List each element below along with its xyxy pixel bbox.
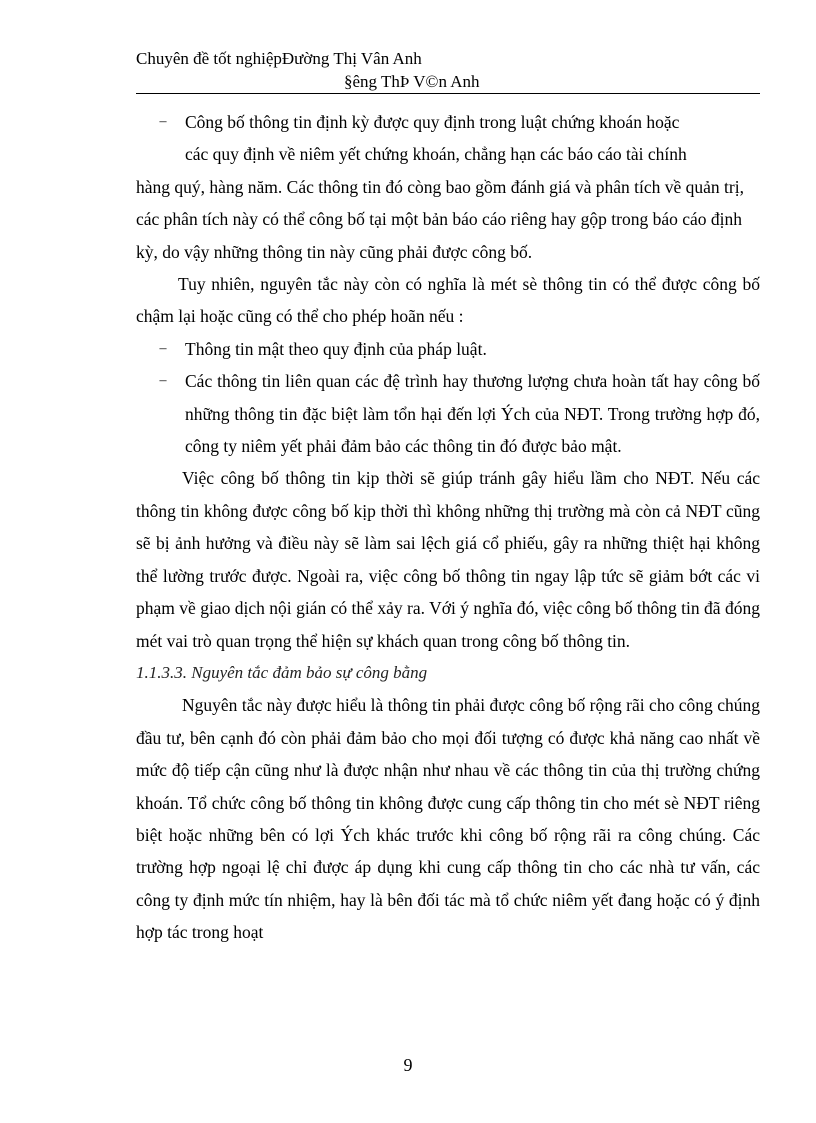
dash-bullet-icon: – (159, 114, 167, 129)
bullet-item-negotiations (136, 365, 760, 462)
page-number: 9 (403, 1055, 413, 1075)
paragraph-delay-exceptions: Tuy nhiên, nguyên tắc này còn có nghĩa là mét sè thông tin có thể được công bố chậm lại hoặc cũng có thể cho phép hoãn nếu : (136, 274, 760, 327)
header-divider (136, 93, 760, 94)
document-body (136, 106, 760, 949)
bullet-item-confidential (136, 333, 760, 365)
paragraph-timely-disclosure: Việc công bố thông tin kịp thời sẽ giúp tránh gây hiểu lầm cho NĐT. Nếu các thông tin không được công bố kịp thời thì không những thị trường mà còn cả NĐT cũng sẽ bị ảnh hưởng và điều này sẽ làm sai lệch giá cổ phiếu, gây ra những thiệt hại không thể lường trước được. Ngoài ra, việc công bố thông tin ngay lập tức sẽ giảm bớt các vi phạm về giao dịch nội gián có thể xảy ra. Với ý nghĩa đó, việc công bố thông tin đã đóng mét vai trò quan trọng thể hiện sự khách quan trong công bố thông tin. (136, 468, 760, 651)
section-heading: 1.1.3.3. Nguyên tắc đảm bảo sự công bằng (136, 662, 428, 682)
bullet-text-line1: Công bố thông tin định kỳ được quy định trong luật chứng khoán hoặc (185, 112, 680, 132)
bullet-text: Thông tin mật theo quy định của pháp luật. (185, 338, 487, 359)
paragraph-fairness-principle: Nguyên tắc này được hiểu là thông tin phải được công bố rộng rãi cho công chúng đầu tư, bên cạnh đó còn phải đảm bảo cho mọi đối tượng có được khả năng cao nhất về mức độ tiếp cận cũng như là được nhận như nhau về các thông tin của thị trường chứng khoán. Tổ chức công bố thông tin không được cung cấp thông tin cho mét sè NĐT riêng biệt hoặc những bên có lợi Ých khác trước khi công bố rộng rãi ra công chúng. Các trường hợp ngoại lệ chỉ được áp dụng khi cung cấp thông tin cho các nhà tư vấn, các công ty định mức tín nhiệm, hay là bên đối tác mà tổ chức niêm yết đang hoặc có ý định hợp tác trong hoạt (136, 695, 760, 943)
bullet-text-line2: các quy định về niêm yết chứng khoán, chẳng hạn các báo cáo tài chính (185, 144, 687, 165)
dash-bullet-icon: – (159, 340, 167, 356)
header-title: Chuyên đề tốt nghiệpĐường Thị Vân Anh (136, 49, 422, 68)
bullet-text: Các thông tin liên quan các đệ trình hay thương lượng chưa hoàn tất hay công bố những thông tin đặc biệt làm tổn hại đến lợi Ých của NĐT. Trong trường hợp đó, công ty niêm yết phải đảm bảo các thông tin đó được bảo mật. (185, 371, 760, 457)
header-author: §êng ThÞ V©n Anh (344, 72, 480, 91)
bullet-continuation: hàng quý, hàng năm. Các thông tin đó còng bao gồm đánh giá và phân tích về quản trị, các phân tích này có thể công bố tại một bản báo cáo riêng hay gộp trong báo cáo định kỳ, do vậy những thông tin này cũng phải được công bố. (136, 176, 744, 262)
dash-bullet-icon: – (159, 373, 167, 389)
bullet-item-periodic-disclosure (136, 106, 760, 171)
